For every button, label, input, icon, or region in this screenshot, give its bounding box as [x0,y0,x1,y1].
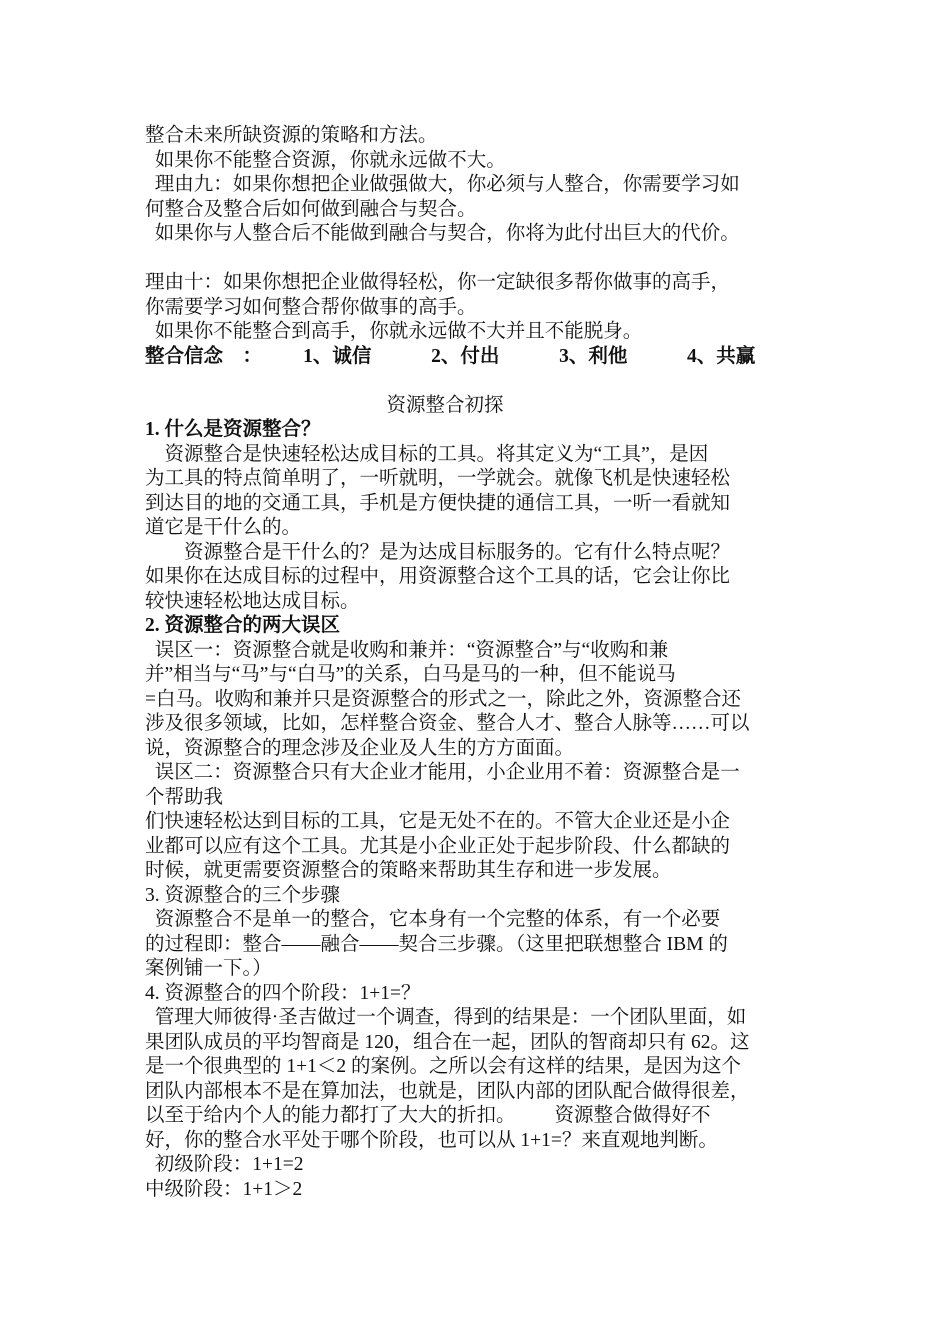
belief-item: 4、共赢 [687,345,756,367]
paragraph-line: 中级阶段：1+1＞2 [145,1178,303,1200]
intro-block [145,124,815,247]
paragraph-line: 何整合及整合后如何做到融合与契合。 [145,198,477,220]
paragraph-line: 果团队成员的平均智商是 120，组合在一起，团队的智商却只有 62。这 [145,1031,750,1053]
belief-item: 3、利他 [559,345,628,367]
paragraph-line: 整合未来所缺资源的策略和方法。 [145,125,438,146]
blank-line [145,369,815,394]
heading-3: 3. 资源整合的三个步骤 [145,884,341,906]
paragraph-line: 说，资源整合的理念涉及企业及人生的方方面面。 [145,737,575,759]
paragraph-line: 如果你在达成目标的过程中，用资源整合这个工具的话，它会让你比 [145,566,731,587]
paragraph-line: 资源整合不是单一的整合，它本身有一个完整的体系，有一个必要 [145,909,721,930]
belief-label: 整合信念 ： [145,345,263,367]
paragraph-line: 业都可以应有这个工具。尤其是小企业正处于起步阶段、什么都缺的 [145,835,731,857]
paragraph-line: 理由十：如果你想把企业做得轻松，你一定缺很多帮你做事的高手， [145,272,731,293]
reason-ten-block [145,271,815,345]
paragraph-line: 时候，就更需要资源整合的策略来帮助其生存和进一步发展。 [145,860,672,881]
paragraph-line: 好，你的整合水平处于哪个阶段，也可以从 1+1=？来直观地判断。 [145,1129,718,1151]
paragraph-line: 们快速轻松达到目标的工具，它是无处不在的。不管大企业还是小企 [145,811,731,832]
belief-item: 1、诚信 [303,345,372,367]
paragraph-line: 涉及很多领域，比如，怎样整合资金、整合人才、整合人脉等……可以 [145,713,750,734]
heading-1: 1. 什么是资源整合？ [145,419,321,440]
paragraph-line: 为工具的特点简单明了，一听就明，一学就会。就像飞机是快速轻松 [145,468,731,489]
paragraph-line: =白马。收购和兼并只是资源整合的形式之一，除此之外，资源整合还 [145,688,741,710]
paragraph-line: 资源整合是快速轻松达成目标的工具。将其定义为“工具”，是因 [145,443,709,465]
paragraph-line: 以至于给内个人的能力都打了大大的折扣。 资源整合做得好不 [145,1105,711,1126]
heading-2: 2. 资源整合的两大误区 [145,615,341,636]
section-4-body [145,1006,815,1202]
section-title: 资源整合初探 [386,394,504,416]
paragraph-line: 的过程即：整合——融合——契合三步骤。（这里把联想整合 IBM 的 [145,933,728,955]
paragraph-line: 误区二：资源整合只有大企业才能用，小企业用不着：资源整合是一 [145,762,740,783]
heading-4: 4. 资源整合的四个阶段：1+1=？ [145,982,421,1004]
paragraph-line: 初级阶段：1+1=2 [145,1154,304,1175]
document-body [145,124,815,1202]
paragraph-line: 个帮助我 [145,786,224,808]
paragraph-line: 管理大师彼得·圣吉做过一个调查，得到的结果是：一个团队里面，如 [145,1007,747,1028]
belief-item: 2、付出 [431,345,500,367]
paragraph-line: 到达目的地的交通工具，手机是方便快捷的通信工具，一听一看就知 [145,492,731,514]
paragraph-line: 误区一：资源整合就是收购和兼并：“资源整合”与“收购和兼 [145,639,669,661]
section-2-body [145,639,815,884]
belief-row [145,345,815,370]
paragraph-line: 如果你不能整合资源，你就永远做不大。 [145,149,506,171]
paragraph-line: 是一个很典型的 1+1＜2 的案例。之所以会有这样的结果，是因为这个 [145,1056,741,1077]
paragraph-line: 如果你不能整合到高手，你就永远做不大并且不能脱身。 [145,321,643,342]
paragraph-line: 并”相当与“马”与“白马”的关系，白马是马的一种，但不能说马 [145,664,676,685]
section-3-body [145,908,815,982]
blank-line [145,247,815,272]
section-1-body [145,443,815,615]
paragraph-line: 较快速轻松地达成目标。 [145,590,360,612]
paragraph-line: 资源整合是干什么的？是为达成目标服务的。它有什么特点呢？ [145,541,731,563]
paragraph-line: 道它是干什么的。 [145,517,302,538]
paragraph-line: 案例铺一下。） [145,958,272,979]
paragraph-line: 如果你与人整合后不能做到融合与契合，你将为此付出巨大的代价。 [145,223,740,244]
paragraph-line: 你需要学习如何整合帮你做事的高手。 [145,296,477,318]
paragraph-line: 团队内部根本不是在算加法，也就是，团队内部的团队配合做得很差， [145,1080,750,1102]
paragraph-line: 理由九：如果你想把企业做强做大，你必须与人整合，你需要学习如 [145,174,740,195]
